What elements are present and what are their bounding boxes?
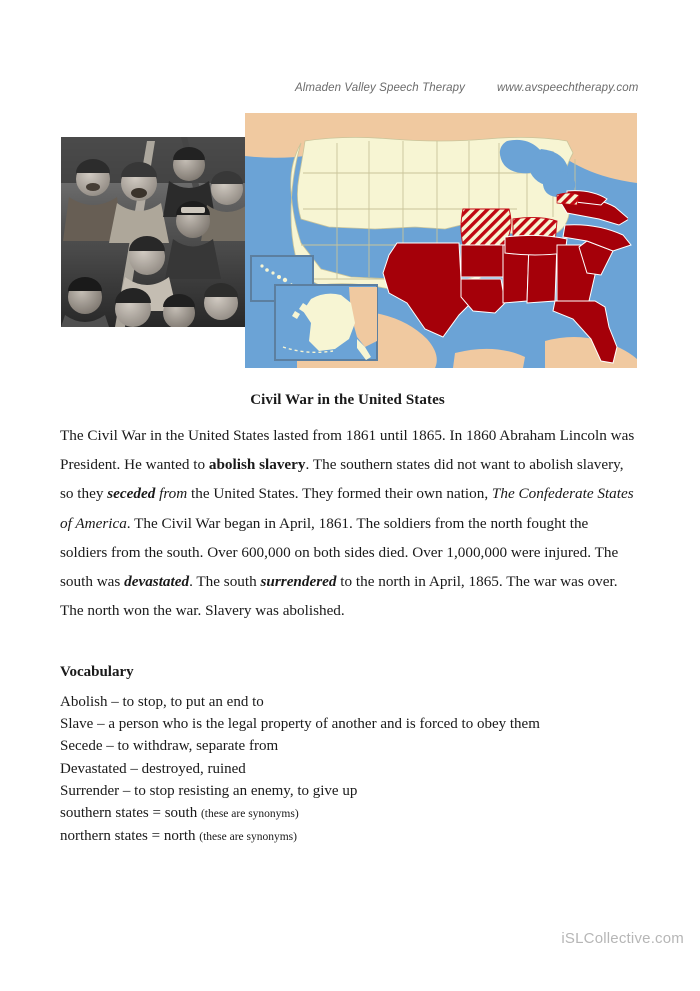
- vocabulary-entry: [60, 802, 635, 825]
- article-text-segment-4: from: [159, 485, 188, 503]
- alaska-inset: [275, 285, 377, 360]
- header-website: www.avspeechtherapy.com: [497, 82, 639, 94]
- media-row: [0, 0, 700, 380]
- vocabulary-term: Secede: [60, 738, 103, 755]
- vocabulary-entry: [60, 825, 635, 848]
- confederate-states-map: [245, 113, 637, 368]
- vocabulary-heading: Vocabulary: [60, 664, 134, 680]
- footer-watermark: iSLCollective.com: [561, 930, 684, 947]
- article-text-segment-7: . The Civil War began in April, 1861. The soldiers from the north fought the soldiers from the south. Over 600,000 on both sides died. Over 1,000,000 were injured. The south was: [60, 514, 619, 591]
- article-text-segment-8: devastated: [124, 573, 190, 591]
- article-text-segment-9: . The south: [189, 573, 261, 591]
- civil-war-soldiers-photo: [61, 137, 245, 327]
- vocabulary-section: [60, 664, 635, 848]
- vocabulary-term: Devastated: [60, 760, 127, 777]
- article-text-segment-0: The Civil War in the United States lasted from 1861 until 1865. In 1860 Abraham Lincoln was President. He wanted to: [60, 427, 635, 474]
- vocabulary-definition: – destroyed, ruined: [126, 760, 246, 777]
- article-text-segment-1: abolish slavery: [208, 456, 306, 474]
- vocabulary-definition: = north: [147, 828, 200, 845]
- page-title: Civil War in the United States: [250, 392, 445, 408]
- state-arkansas: [461, 245, 505, 277]
- vocabulary-entry: [60, 758, 635, 780]
- vocabulary-list: [60, 691, 635, 848]
- article-text-segment-11: to the north in April, 1865. The war was over. The north won the war. Slavery was abolished.: [60, 573, 618, 620]
- border-state-missouri: [461, 209, 511, 245]
- vocabulary-entry: [60, 691, 635, 713]
- vocabulary-term: northern states: [60, 828, 148, 845]
- border-state-west-virginia: [557, 193, 579, 205]
- vocabulary-definition: – to withdraw, separate from: [102, 738, 279, 755]
- article-text-segment-2: . The southern states did not want to abolish slavery, so they: [60, 456, 624, 503]
- vocabulary-term: southern states: [60, 805, 149, 822]
- vocabulary-term: Slave: [60, 716, 94, 733]
- article-text-segment-6: The Confederate States of America: [60, 485, 634, 532]
- article-paragraph: [60, 421, 635, 625]
- vocabulary-definition: – to stop resisting an enemy, to give up: [119, 782, 358, 799]
- vocabulary-definition: – a person who is the legal property of another and is forced to obey them: [93, 716, 540, 733]
- article: [60, 392, 635, 625]
- article-text-segment-3: seceded: [107, 485, 160, 503]
- vocabulary-entry: [60, 735, 635, 757]
- vocabulary-entry: [60, 780, 635, 802]
- vocabulary-definition: = south: [148, 805, 201, 822]
- vocabulary-note: (these are synonyms): [200, 808, 299, 821]
- vocabulary-definition: – to stop, to put an end to: [107, 694, 264, 710]
- header-organization: Almaden Valley Speech Therapy: [295, 82, 465, 94]
- photo-graphic: [61, 137, 245, 327]
- vocabulary-term: Surrender: [60, 782, 120, 799]
- vocabulary-note: (these are synonyms): [199, 831, 297, 844]
- article-text-segment-10: surrendered: [260, 573, 337, 591]
- vocabulary-entry: [60, 713, 635, 735]
- map-graphic: [245, 113, 637, 368]
- vocabulary-term: Abolish: [60, 694, 108, 710]
- article-text-segment-5: the United States. They formed their own nation,: [187, 485, 492, 503]
